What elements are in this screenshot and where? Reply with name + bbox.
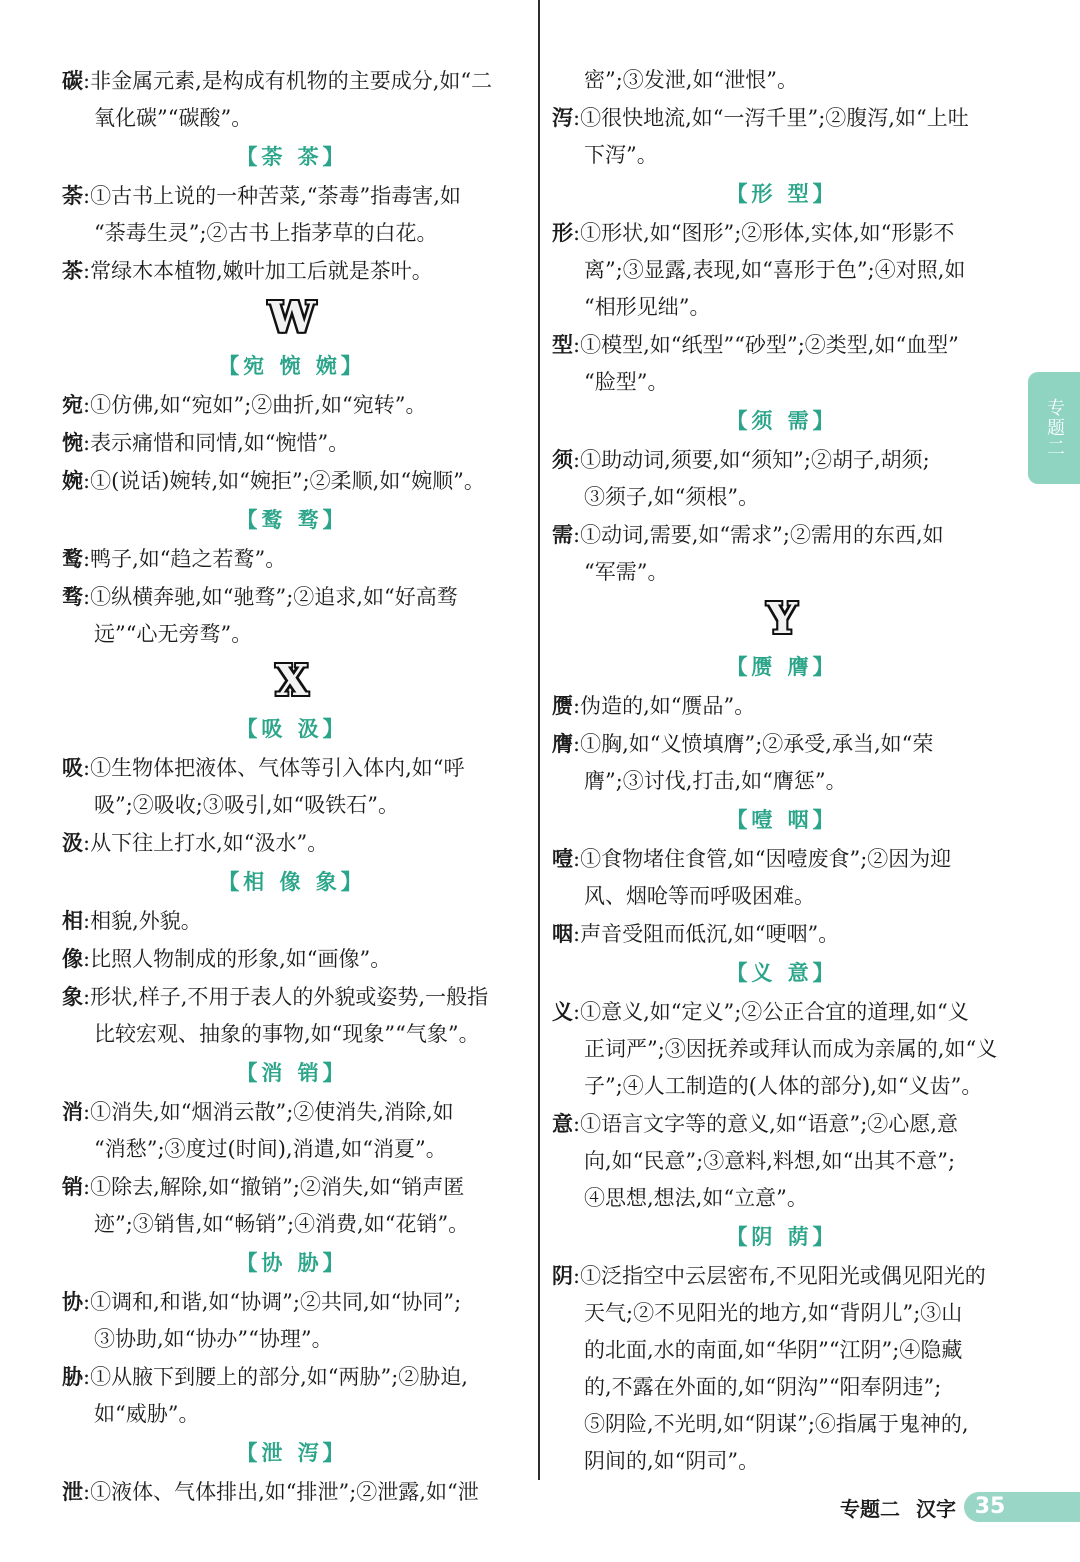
entry-wan2 xyxy=(62,424,522,462)
group-heading: 【噎 咽】 xyxy=(726,807,838,832)
footer-topic: 专题二 xyxy=(840,1496,900,1521)
definition-continued: ⑤阴险,不光明,如“阴谋”;⑥指属于鬼神的, xyxy=(584,1412,969,1436)
definition: :①从腋下到腰上的部分,如“两胁”;②胁迫, xyxy=(83,1365,468,1389)
entry-yi2 xyxy=(552,1105,1012,1217)
entry-yin xyxy=(552,1257,1012,1480)
entry-xie2 xyxy=(62,1358,522,1433)
letter-section-w: W xyxy=(268,293,316,342)
definition: :伪造的,如“赝品”。 xyxy=(573,694,756,718)
entry-tan xyxy=(62,62,522,137)
entry-xing2 xyxy=(552,326,1012,401)
entry-continuation xyxy=(552,62,1012,99)
definition: :①消失,如“烟消云散”;②使消失,消除,如 xyxy=(83,1100,454,1124)
entry-xiang1 xyxy=(62,902,522,940)
definition-continued: “脸型”。 xyxy=(584,370,669,394)
headword: 膺 xyxy=(552,731,573,756)
headword: 像 xyxy=(62,946,83,971)
headword: 赝 xyxy=(552,693,573,718)
headword: 象 xyxy=(62,984,83,1009)
definition-continued: “军需”。 xyxy=(584,560,669,584)
headword: 相 xyxy=(62,908,83,933)
entry-xie1 xyxy=(62,1283,522,1358)
headword: 鹜 xyxy=(62,546,83,571)
definition: :①助动词,须要,如“须知”;②胡子,胡须; xyxy=(573,448,930,472)
definition: :①形状,如“图形”;②形体,实体,如“形影不 xyxy=(573,221,955,245)
definition: :声音受阻而低沉,如“哽咽”。 xyxy=(573,922,840,946)
definition: :①古书上说的一种苦菜,“荼毒”指毒害,如 xyxy=(83,184,461,208)
entry-ye1 xyxy=(552,840,1012,915)
entry-xiao2 xyxy=(62,1168,522,1243)
headword: 义 xyxy=(552,999,573,1024)
entry-xu1 xyxy=(552,441,1012,516)
page-footer xyxy=(840,1490,956,1524)
entry-tu xyxy=(62,177,522,252)
entry-xi xyxy=(62,749,522,824)
definition-continued: ④思想,想法,如“立意”。 xyxy=(584,1186,808,1210)
headword: 惋 xyxy=(62,430,83,455)
definition: :①除去,解除,如“撤销”;②消失,如“销声匿 xyxy=(83,1175,465,1199)
definition: :①生物体把液体、气体等引入体内,如“呼 xyxy=(83,756,465,780)
headword: 茶 xyxy=(62,258,83,283)
definition-continued: “荼毒生灵”;②古书上指茅草的白花。 xyxy=(94,221,438,245)
headword: 咽 xyxy=(552,921,573,946)
group-heading: 【形 型】 xyxy=(726,181,838,206)
definition-continued: 比较宏观、抽象的事物,如“现象”“气象”。 xyxy=(94,1022,480,1046)
definition: :形状,样子,不用于表人的外貌或姿势,一般指 xyxy=(83,985,489,1009)
chapter-side-tab: 专题二 xyxy=(1028,372,1080,484)
headword: 泄 xyxy=(62,1479,83,1504)
definition: :①很快地流,如“一泻千里”;②腹泻,如“上吐 xyxy=(573,106,969,130)
group-heading: 【消 销】 xyxy=(236,1060,348,1085)
headword: 协 xyxy=(62,1289,83,1314)
definition-continued: 子”;④人工制造的(人体的部分),如“义齿”。 xyxy=(584,1074,983,1098)
definition-continued: “消愁”;③度过(时间),消遣,如“消夏”。 xyxy=(94,1137,447,1161)
headword: 汲 xyxy=(62,830,83,855)
entry-yi1 xyxy=(552,993,1012,1105)
definition-continued: 密”;③发泄,如“泄恨”。 xyxy=(584,68,798,92)
group-heading: 【须 需】 xyxy=(726,408,838,433)
entry-cha xyxy=(62,252,522,290)
definition: :①意义,如“定义”;②公正合宜的道理,如“义 xyxy=(573,1000,969,1024)
group-heading: 【阴 荫】 xyxy=(726,1224,838,1249)
definition-continued: 的,不露在外面的,如“阴沟”“阳奉阴违”; xyxy=(584,1375,942,1399)
definition: :①泛指空中云层密布,不见阳光或偶见阳光的 xyxy=(573,1264,986,1288)
definition-continued: 风、烟呛等而呼吸困难。 xyxy=(584,884,815,908)
definition: :①模型,如“纸型”“砂型”;②类型,如“血型” xyxy=(573,333,959,357)
column-divider xyxy=(538,0,540,1480)
definition: :①纵横奔驰,如“驰骛”;②追求,如“好高骛 xyxy=(83,585,458,609)
definition: :比照人物制成的形象,如“画像”。 xyxy=(83,947,392,971)
entry-xiao1 xyxy=(62,1093,522,1168)
headword: 骛 xyxy=(62,584,83,609)
headword: 消 xyxy=(62,1099,83,1124)
definition-continued: ③须子,如“须根”。 xyxy=(584,485,760,509)
headword: 销 xyxy=(62,1174,83,1199)
definition-continued: “相形见绌”。 xyxy=(584,295,711,319)
definition: :①动词,需要,如“需求”;②需用的东西,如 xyxy=(573,523,944,547)
definition: :①(说话)婉转,如“婉拒”;②柔顺,如“婉顺”。 xyxy=(83,469,485,493)
definition-continued: 氧化碳”“碳酸”。 xyxy=(94,106,253,130)
entry-xie3 xyxy=(62,1473,522,1511)
definition: :从下往上打水,如“汲水”。 xyxy=(83,831,329,855)
definition-continued: 膺”;③讨伐,打击,如“膺惩”。 xyxy=(584,769,847,793)
headword: 吸 xyxy=(62,755,83,780)
definition: :①调和,和谐,如“协调”;②共同,如“协同”; xyxy=(83,1290,462,1314)
entry-wan3 xyxy=(62,462,522,500)
definition-continued: ③协助,如“协办”“协理”。 xyxy=(94,1327,333,1351)
entry-xie4 xyxy=(552,99,1012,174)
group-heading: 【鹜 骛】 xyxy=(236,507,348,532)
entry-yan xyxy=(552,687,1012,725)
headword: 胁 xyxy=(62,1364,83,1389)
definition: :鸭子,如“趋之若鹜”。 xyxy=(83,547,287,571)
entry-ye2 xyxy=(552,915,1012,953)
definition-continued: 阴间的,如“阴司”。 xyxy=(584,1449,760,1473)
entry-wu2 xyxy=(62,578,522,653)
headword: 宛 xyxy=(62,392,83,417)
entry-ji xyxy=(62,824,522,862)
headword: 碳 xyxy=(62,68,83,93)
entry-wu1 xyxy=(62,540,522,578)
headword: 需 xyxy=(552,522,573,547)
footer-subject: 汉字 xyxy=(916,1496,956,1521)
headword: 婉 xyxy=(62,468,83,493)
definition-continued: 向,如“民意”;③意料,料想,如“出其不意”; xyxy=(584,1149,956,1173)
definition-continued: 吸”;②吸收;③吸引,如“吸铁石”。 xyxy=(94,793,400,817)
definition-continued: 迹”;③销售,如“畅销”;④消费,如“花销”。 xyxy=(94,1212,470,1236)
group-heading: 【协 胁】 xyxy=(236,1250,348,1275)
page-number: 35 xyxy=(974,1494,1006,1519)
group-heading: 【荼 茶】 xyxy=(236,144,348,169)
right-column xyxy=(552,62,1012,1480)
definition: :①食物堵住食管,如“因噎废食”;②因为迎 xyxy=(573,847,952,871)
entry-ying xyxy=(552,725,1012,800)
definition-continued: 天气;②不见阳光的地方,如“背阴儿”;③山 xyxy=(584,1301,963,1325)
letter-section-y: Y xyxy=(767,594,797,643)
letter-section-x: X xyxy=(275,656,309,705)
headword: 型 xyxy=(552,332,573,357)
definition: :①液体、气体排出,如“排泄”;②泄露,如“泄 xyxy=(83,1480,479,1504)
headword: 荼 xyxy=(62,183,83,208)
headword: 须 xyxy=(552,447,573,472)
headword: 泻 xyxy=(552,105,573,130)
group-heading: 【吸 汲】 xyxy=(236,716,348,741)
definition: :①胸,如“义愤填膺”;②承受,承当,如“荣 xyxy=(573,732,934,756)
entry-wan1 xyxy=(62,386,522,424)
definition-continued: 下泻”。 xyxy=(584,143,658,167)
entry-xiang2 xyxy=(62,940,522,978)
headword: 阴 xyxy=(552,1263,573,1288)
definition-continued: 的北面,水的南面,如“华阴”“江阴”;④隐藏 xyxy=(584,1338,963,1362)
definition: :非金属元素,是构成有机物的主要成分,如“二 xyxy=(83,69,493,93)
group-heading: 【泄 泻】 xyxy=(236,1440,348,1465)
left-column xyxy=(62,62,522,1511)
headword: 意 xyxy=(552,1111,573,1136)
definition: :常绿木本植物,嫩叶加工后就是茶叶。 xyxy=(83,259,433,283)
definition: :相貌,外貌。 xyxy=(83,909,202,933)
headword: 形 xyxy=(552,220,573,245)
definition: :①仿佛,如“宛如”;②曲折,如“宛转”。 xyxy=(83,393,427,417)
group-heading: 【赝 膺】 xyxy=(726,654,838,679)
definition-continued: 远”“心无旁骛”。 xyxy=(94,622,253,646)
definition: :表示痛惜和同情,如“惋惜”。 xyxy=(83,431,350,455)
group-heading: 【义 意】 xyxy=(726,960,838,985)
entry-xing1 xyxy=(552,214,1012,326)
headword: 噎 xyxy=(552,846,573,871)
group-heading: 【宛 惋 婉】 xyxy=(218,353,366,378)
definition-continued: 离”;③显露,表现,如“喜形于色”;④对照,如 xyxy=(584,258,966,282)
group-heading: 【相 像 象】 xyxy=(218,869,366,894)
definition: :①语言文字等的意义,如“语意”;②心愿,意 xyxy=(573,1112,958,1136)
entry-xiang3 xyxy=(62,978,522,1053)
entry-xu2 xyxy=(552,516,1012,591)
definition-continued: 如“威胁”。 xyxy=(94,1402,200,1426)
definition-continued: 正词严”;③因抚养或拜认而成为亲属的,如“义 xyxy=(584,1037,998,1061)
